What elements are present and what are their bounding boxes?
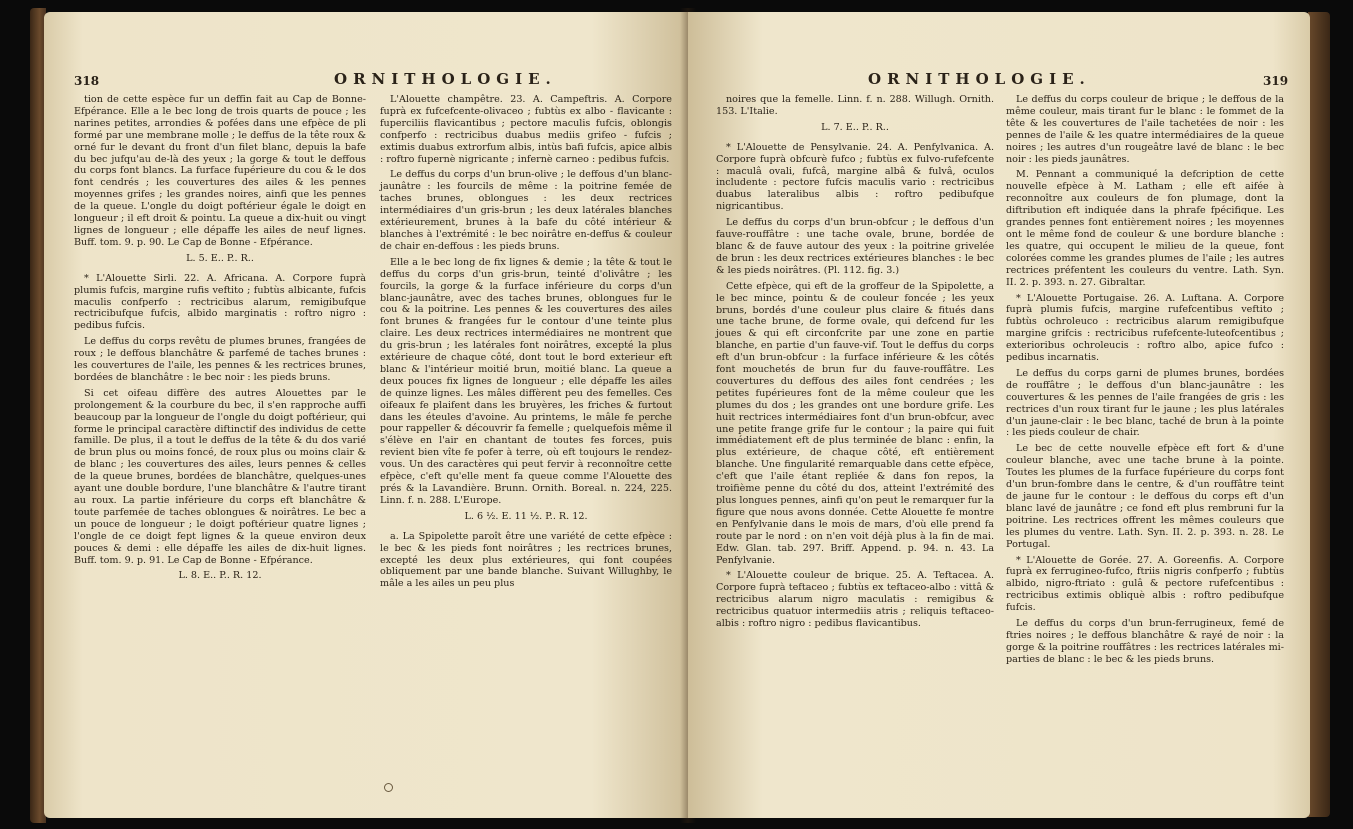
paragraph: noires que la femelle. Linn. f. n. 288. Willugh. Ornith. 153. L'Italie. xyxy=(716,94,994,117)
paragraph: Le deffus du corps d'un brun-obfcur ; le deffous d'un fauve-rouffâtre : une tache ovale, brune, bordée de blanc & de fauve autour des yeux : la poitrine grivelée de brun : les deux rectrices extérieures blanches : le bec & les pieds noirâtres. (Pl. 112. fig. 3.) xyxy=(716,217,994,276)
species-entry: L'Alouette champêtre. 23. A. Campeftris. A. Corpore fuprà ex fufcefcente-olivaceo ; fubtùs ex albo - flavicante : fuperciliis flavicantibus ; pectore maculis fufcis, oblongis confperfo : rectricibus duabus mediis grifeo - fufcis ; extimis duabus extrorfum albis, intùs bafi fufcis, apice albis : roftro fupernè nigricante ; infernè carneo : pedibus fufcis. xyxy=(380,94,672,165)
species-entry: * L'Alouette couleur de brique. 25. A. Teftacea. A. Corpore fuprà teftaceo ; fubtùs ex teftaceo-albo : vittâ & rectricibus alarum nigro maculatis : remigibus & rectricibus quatuor intermediis atris ; reliquis teftaceo-albis : roftro nigro : pedibus flavicantibus. xyxy=(716,570,994,630)
paragraph: Si cet oifeau diffère des autres Alouettes par le prolongement & la courbure du bec, il s'en rapproche auffi beaucoup par la longueur de l'ongle du doigt poftérieur, qui forme le principal caractère diftinctif des individus de cette famille. De plus, il a tout le deffus de la tête & du dos varié de brun plus ou moins foncé, de roux plus ou moins clair & de blanc ; les couvertures des ailes, leurs pennes & celles de la queue brunes, bordées de blanchâtre, quelques-unes ayant une double bordure, l'une blanchâtre & l'autre tirant au roux. La partie inférieure du corps eft blanchâtre & toute parfemée de taches oblongues & noirâtres. Le bec a un pouce de longueur ; le doigt poftérieur quatre lignes ; l'ongle de ce doigt fept lignes & la queue environ deux pouces & demi : elle dépaffe les ailes de dix-huit lignes. Buff. tom. 9. p. 91. Le Cap de Bonne - Efpérance. xyxy=(74,387,366,566)
book-edge-right xyxy=(1308,12,1330,817)
paragraph: Le deffus du corps couleur de brique ; le deffous de la même couleur, mais tirant fur le blanc : le fommet de la tête & les couvertures de l'aile tachetées de noir : les pennes de l'aile & les quatre intermédiaires de la queue noires ; les autres d'un rougeâtre lavé de blanc : le bec noir : les pieds jaunâtres. xyxy=(1006,94,1284,165)
paragraph: Le deffus du corps garni de plumes brunes, bordées de rouffâtre ; le deffous d'un blanc-jaunâtre : les couvertures & les pennes de l'aile frangées de gris : les rectrices d'un roux tirant fur le jaune ; les plus latérales d'un jaune-clair : le bec blanc, taché de brun à la pointe : les pieds couleur de chair. xyxy=(1006,367,1284,439)
left-column-2 xyxy=(380,94,672,594)
measurement-line: L. 6 ½. E. 11 ½. P.. R. 12. xyxy=(464,510,588,522)
right-running-head: ORNITHOLOGIE. xyxy=(868,70,1091,88)
paragraph: Cette efpèce, qui eft de la groffeur de la Spipolette, a le bec mince, pointu & de couleur foncée ; les yeux bruns, bordés d'une couleur plus claire & fitués dans une tache brune, de forme ovale, qui defcend fur les joues & qui eft circonfcrite par une zone en partie blanche, en partie d'un fauve-vif. Tout le deffus du corps eft d'un brun-obfcur : la furface inférieure & les côtés font mouchetés de brun fur du fauve-rouffâtre. Les couvertures du deffous des ailes font cendrées ; les petites fupérieures font de la même couleur que les plumes du dos ; les grandes ont une bordure grife. Les huit rectrices intermédiaires font d'un brun-obfcur, avec une petite frange grife fur le contour ; la paire qui fuit immédiatement eft de plus terminée de blanc : enfin, la plus extérieure, de chaque côté, eft entièrement blanche. Une fingularité remarquable dans cette efpèce, c'eft que l'aile étant repliée & dans fon repos, la troifième penne du côté du dos, atteint l'extrémité des plus longues pennes, ainfi qu'on peut le remarquer fur la figure que nous avons donnée. Cette Alouette fe montre en Penfylvanie dans le mois de mars, d'où elle prend fa route par le nord : on n'en voit déjà plus à la fin de mai. Edw. Glan. tab. 297. Briff. Append. p. 94. n. 43. La Penfylvanie. xyxy=(716,280,994,566)
species-entry: * L'Alouette de Gorée. 27. A. Goreenfis. A. Corpore fuprà ex ferrugineo-fufco, ftriis nigris confperfo ; fubtùs albido, nigro-ftriato : gulâ & pectore rufefcentibus : rectricibus extimis obliquè albis : roftro pedibufque fufcis. xyxy=(1006,554,1284,614)
left-page-number: 318 xyxy=(74,74,100,88)
right-column-1 xyxy=(716,94,994,634)
paragraph: Le deffus du corps revêtu de plumes brunes, frangées de roux ; le deffous blanchâtre & parfemé de taches brunes : les couvertures de l'aile, les pennes & les rectrices brunes, bordées de blanchâtre : le bec noir : les pieds bruns. xyxy=(74,336,366,383)
paragraph: M. Pennant a communiqué la defcription de cette nouvelle efpèce à M. Latham ; elle eft aifée à reconnoître aux couleurs de fon plumage, dont la diftribution eft indiquée dans la phrafe fpécifique. Les grandes pennes font entièrement noires ; les moyennes ont le même fond de couleur & une bordure blanche : les quatre, qui occupent le milieu de la queue, font colorées comme les grandes plumes de l'aile ; les autres rectrices préfentent les couleurs du ventre. Lath. Syn. II. 2. p. 393. n. 27. Gibraltar. xyxy=(1006,169,1284,288)
left-column-1 xyxy=(74,94,366,590)
paragraph: tion de cette espèce fur un deffin fait au Cap de Bonne-Efpérance. Elle a le bec long de trois quarts de pouce ; les narines petites, arrondies & pofées dans une efpèce de pli formé par une membrane molle ; le deffus de la tête roux & orné fur le devant du front d'un filet blanc, depuis la bafe du bec jufqu'au de-là des yeux ; la gorge & tout le deffous du corps font blancs. La furface fupérieure du cou & le dos font cendrés ; les couvertures des ailes & les pennes moyennes grifes ; les grandes noires, ainfi que les pennes de la queue. L'ongle du doigt poftérieur égale le doigt en longueur ; il eft droit & pointu. La queue a dix-huit ou vingt lignes de longueur ; elle dépaffe les ailes de neuf lignes. Buff. tom. 9. p. 90. Le Cap de Bonne - Efpérance. xyxy=(74,94,366,248)
paragraph: Elle a le bec long de fix lignes & demie ; la tête & tout le deffus du corps d'un gris-brun, teinté d'olivâtre ; les fourcils, la gorge & la furface inférieure du corps d'un blanc-jaunâtre, avec des taches brunes, oblongues fur le cou & la poitrine. Les pennes & les couvertures des ailes font brunes & frangées fur le contour d'une teinte plus claire. Les deux rectrices intermédiaires ne montrent que du gris-brun ; les latérales font noirâtres, excepté la plus extérieure de chaque côté, dont tout le bord exterieur eft blanc & l'intérieur moitié brun, moitié blanc. La queue a deux pouces fix lignes de longueur ; elle dépaffe les ailes de quinze lignes. Les mâles diffèrent peu des femelles. Ces oifeaux fe plaifent dans les bruyères, les friches & furtout dans les éteules d'avoine. Au printems, le mâle fe perche pour rappeller & découvrir fa femelle ; quelquefois même il s'élève en l'air en chantant de toutes fes forces, puis revient bien vîte fe pofer à terre, où eft toujours le rendez-vous. Un des caractères qui peut fervir à reconnoître cette efpèce, c'eft qu'elle ment fa queue comme l'Alouette des prés & la Lavandière. Brunn. Ornith. Boreal. n. 224, 225. Linn. f. n. 288. L'Europe. xyxy=(380,256,672,506)
right-page-number: 319 xyxy=(1263,74,1289,88)
paragraph: Le bec de cette nouvelle efpèce eft fort & d'une couleur blanche, avec une tache brune à la pointe. Toutes les plumes de la furface fupérieure du corps font d'un brun-fombre dans le centre, & d'un rouffâtre teint de jaune fur le contour : le deffous du corps eft d'un blanc lavé de jaunâtre ; ce fond eft plus rembruni fur la poitrine. Les rectrices offrent les mêmes couleurs que les plumes du ventre. Lath. Syn. II. 2. p. 393. n. 28. Le Portugal. xyxy=(1006,443,1284,550)
species-entry: * L'Alouette de Pensylvanie. 24. A. Penfylvanica. A. Corpore fuprà obfcurè fufco ; fubtùs ex fulvo-rufefcente : maculâ ovali, fufcâ, margine albâ & fulvâ, oculos includente : pectore fufcis maculis vario : rectricibus duabus lateralibus albis : roftro pedibufque nigricantibus. xyxy=(716,141,994,213)
species-entry: * L'Alouette Portugaise. 26. A. Luftana. A. Corpore fuprà plumis fufcis, margine rufefcentibus veftito ; fubtùs ochroleuco : rectricibus alarum remigibufque margine grifcis : rectricibus rufefcente-luteofcentibus ; exterioribus ochroleucis : roftro albo, apice fufco : pedibus incarnatis. xyxy=(1006,292,1284,364)
paragraph: Le deffus du corps d'un brun-ferrugineux, femé de ftries noires ; le deffous blanchâtre & rayé de noir : la gorge & la poitrine rouffâtres : les rectrices latérales mi-parties de blanc : le bec & les pieds bruns. xyxy=(1006,618,1284,665)
printer-ornament xyxy=(384,783,393,792)
left-page xyxy=(44,12,688,818)
measurement-line: L. 8. E.. P.. R. 12. xyxy=(178,570,262,582)
species-entry: * L'Alouette Sirli. 22. A. Africana. A. Corpore fuprà plumis fufcis, margine rufis veftito ; fubtùs albicante, fufcis maculis confperfo : rectricibus alarum, remigibufque rectricibufque fufcis, albido marginatis : roftro nigro : pedibus fufcis. xyxy=(74,272,366,332)
paragraph: a. La Spipolette paroît être une variété de cette efpèce : le bec & les pieds font noirâtres ; les rectrices brunes, excepté les deux plus extérieures, qui font coupées obliquement par une bande blanche. Suivant Willughby, le mâle a les ailes un peu plus xyxy=(380,530,672,590)
measurement-line: L. 7. E.. P.. R.. xyxy=(821,121,889,133)
open-book xyxy=(30,8,1330,823)
measurement-line: L. 5. E.. P.. R.. xyxy=(186,252,254,264)
right-column-2 xyxy=(1006,94,1284,670)
paragraph: Le deffus du corps d'un brun-olive ; le deffous d'un blanc-jaunâtre : les fourcils de même : la poitrine femée de taches brunes, oblongues : les deux rectrices intermédiaires d'un gris-brun ; les deux latérales blanches extérieurement, brunes à la bafe du côté intérieur & blanches à l'extrémité : le bec noirâtre en-deffus & couleur de chair en-deffous : les pieds bruns. xyxy=(380,169,672,252)
left-running-head: ORNITHOLOGIE. xyxy=(334,70,557,88)
right-page xyxy=(688,12,1310,818)
